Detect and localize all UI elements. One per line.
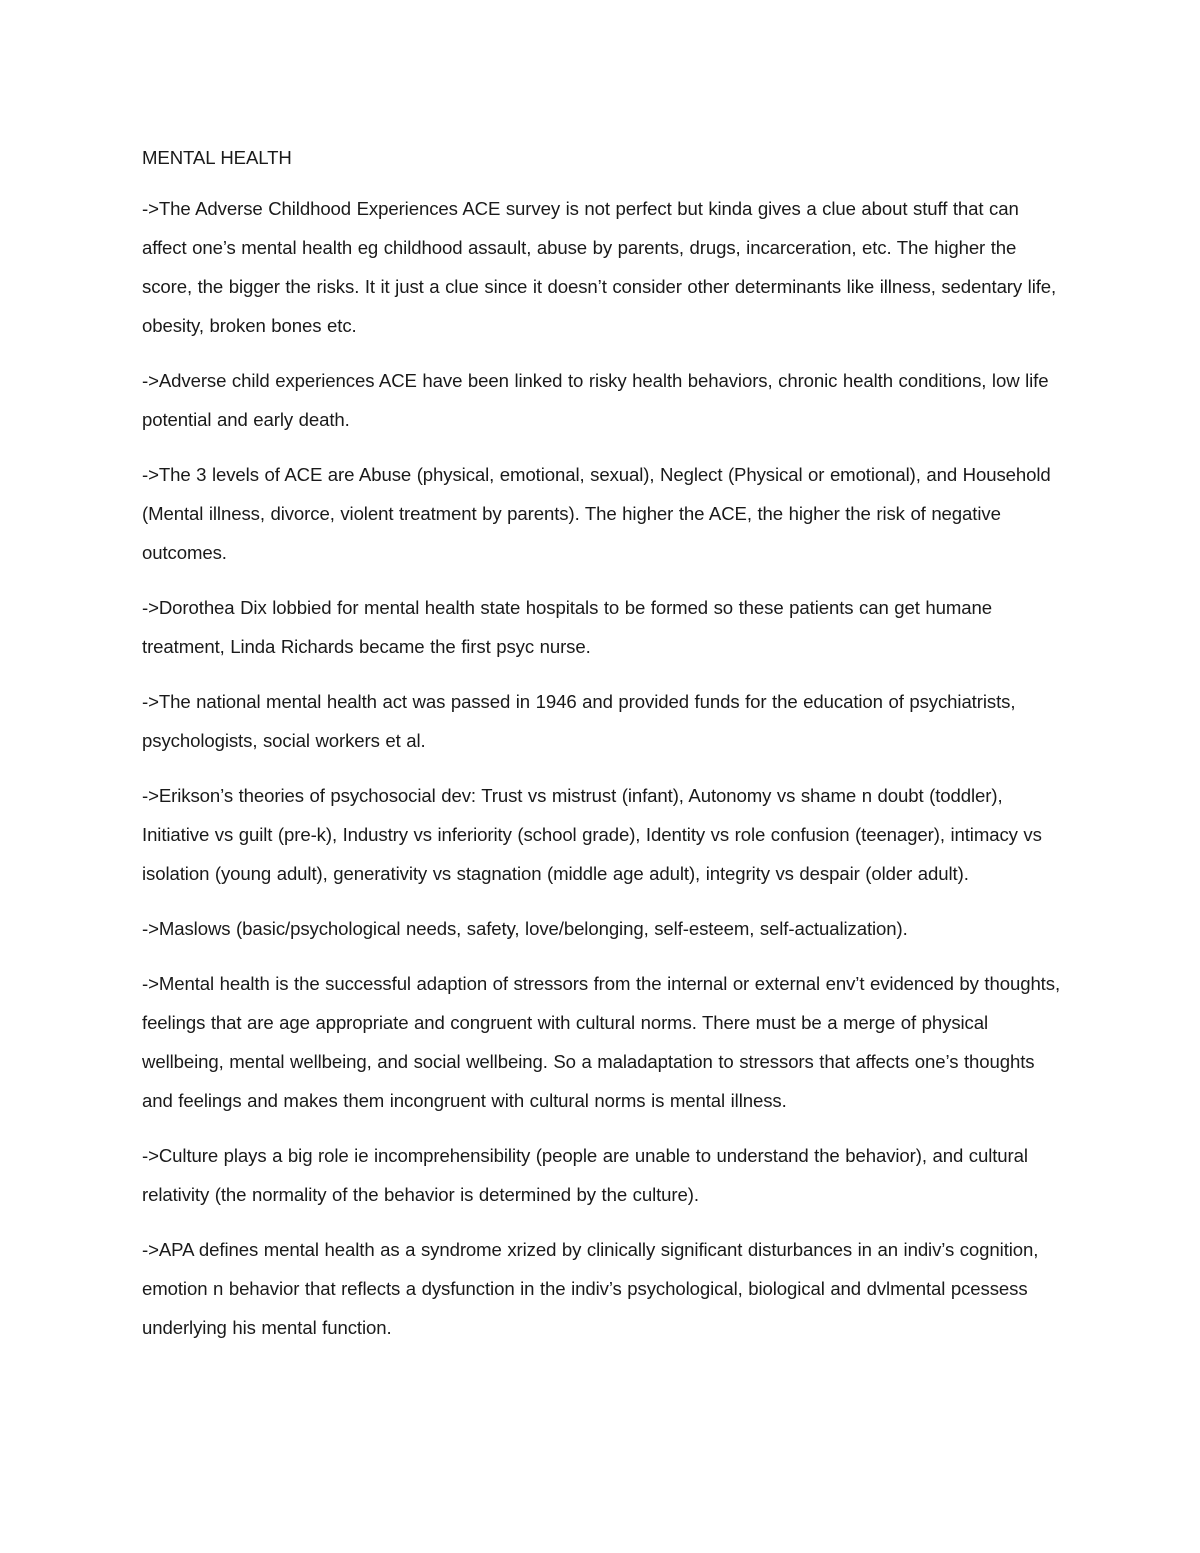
paragraph-erikson: ->Erikson’s theories of psychosocial dev: Trust vs mistrust (infant), Autonomy vs shame n doubt (toddler), Initiative vs guilt (pre-k), Industry vs inferiority (school grade), Identity vs role confusion (teenager), intimacy vs isolation (young adult), generativity vs stagnation (middle age adult), integrity vs despair (older adult). (142, 785, 1042, 884)
paragraph-ace-risks: ->Adverse child experiences ACE have been linked to risky health behaviors, chronic health conditions, low life potential and early death. (142, 370, 1049, 430)
paragraph-ace-levels: ->The 3 levels of ACE are Abuse (physical, emotional, sexual), Neglect (Physical or emotional), and Household (Mental illness, divorce, violent treatment by parents). The higher the ACE, the higher the risk of negative outcomes. (142, 464, 1051, 563)
document-body (142, 143, 1066, 1363)
paragraph-culture: ->Culture plays a big role ie incomprehensibility (people are unable to understand the behavior), and cultural relativity (the normality of the behavior is determined by the culture). (142, 1145, 1028, 1205)
paragraph-maslow: ->Maslows (basic/psychological needs, safety, love/belonging, self-esteem, self-actualization). (142, 918, 908, 939)
document-title: MENTAL HEALTH (142, 147, 292, 168)
paragraph-mental-health-act: ->The national mental health act was passed in 1946 and provided funds for the education of psychiatrists, psychologists, social workers et al. (142, 691, 1016, 751)
paragraph-ace-survey: ->The Adverse Childhood Experiences ACE survey is not perfect but kinda gives a clue about stuff that can affect one’s mental health eg childhood assault, abuse by parents, drugs, incarceration, etc. The higher the score, the bigger the risks. It it just a clue since it doesn’t consider other determinants like illness, sedentary life, obesity, broken bones etc. (142, 198, 1057, 336)
paragraph-mental-health-definition: ->Mental health is the successful adaption of stressors from the internal or external env’t evidenced by thoughts, feelings that are age appropriate and congruent with cultural norms. There must be a merge of physical wellbeing, mental wellbeing, and social wellbeing. So a maladaptation to stressors that affects one’s thoughts and feelings and makes them incongruent with cultural norms is mental illness. (142, 973, 1061, 1111)
paragraph-dorothea-dix: ->Dorothea Dix lobbied for mental health state hospitals to be formed so these patients can get humane treatment, Linda Richards became the first psyc nurse. (142, 597, 993, 657)
paragraph-apa-definition: ->APA defines mental health as a syndrome xrized by clinically significant disturbances in an indiv’s cognition, emotion n behavior that reflects a dysfunction in the indiv’s psychological, biological and dvlmental pcessess underlying his mental function. (142, 1239, 1039, 1338)
